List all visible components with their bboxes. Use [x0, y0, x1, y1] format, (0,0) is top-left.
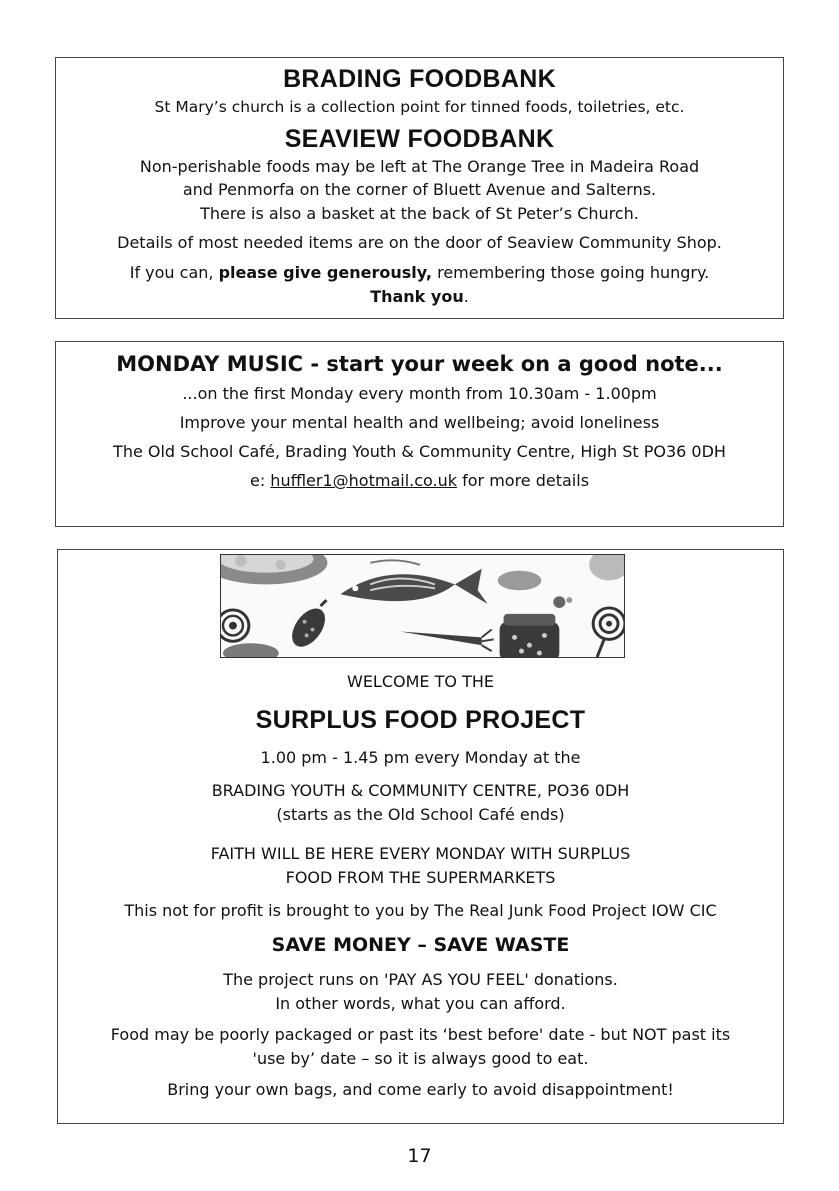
venue-line: BRADING YOUTH & COMMUNITY CENTRE, PO36 0DH [211, 781, 630, 800]
email-link[interactable]: huffler1@hotmail.co.uk [270, 471, 458, 490]
lollipop-icon [593, 608, 624, 657]
welcome-text: WELCOME TO THE [347, 672, 494, 691]
payf-line-1: The project runs on 'PAY AS YOU FEEL' donations. [223, 970, 618, 989]
bags-line: Bring your own bags, and come early to avoid disappointment! [167, 1080, 674, 1099]
seaview-line-1: Non-perishable foods may be left at The Orange Tree in Madeira Road [139, 157, 700, 176]
monday-music-title: MONDAY MUSIC - start your week on a good note... [116, 352, 723, 376]
quality-line-1: Food may be poorly packaged or past its ‘best before' date - but NOT past its [110, 1025, 731, 1044]
page-number: 17 [407, 1145, 432, 1167]
appeal-bold: please give generously, [218, 263, 432, 282]
surplus-food-box [57, 549, 784, 1124]
quality-line-2: 'use by’ date – so it is always good to eat. [252, 1049, 589, 1068]
appeal-line [56, 263, 783, 283]
slogan: SAVE MONEY – SAVE WASTE [271, 934, 570, 956]
brading-foodbank-title: BRADING FOODBANK [283, 65, 556, 93]
bowl-icon [221, 555, 327, 584]
email-suffix: for more details [457, 471, 590, 490]
thanks-post: . [463, 287, 469, 306]
thanks-line [56, 287, 783, 307]
monday-music-line-1: ...on the first Monday every month from 10.30am - 1.00pm [182, 384, 657, 403]
fish-icon [340, 560, 487, 604]
time-line: 1.00 pm - 1.45 pm every Monday at the [260, 748, 581, 767]
food-illustration-banner [220, 554, 625, 658]
jar-icon [500, 614, 560, 657]
nonprofit-line: This not for profit is brought to you by The Real Junk Food Project IOW CIC [124, 901, 717, 920]
seaview-foodbank-title: SEAVIEW FOODBANK [284, 125, 555, 153]
faith-line-2: FOOD FROM THE SUPERMARKETS [285, 868, 556, 887]
payf-line-2: In other words, what you can afford. [275, 994, 566, 1013]
carrot-icon [400, 630, 494, 652]
thanks-bold: Thank you [370, 287, 464, 306]
foodbank-box [55, 57, 784, 319]
monday-music-line-2: Improve your mental health and wellbeing; avoid loneliness [179, 413, 660, 432]
onion-slice-icon [221, 610, 249, 641]
monday-music-line-3: The Old School Café, Brading Youth & Community Centre, High St PO36 0DH [113, 442, 726, 461]
seaview-line-3: There is also a basket at the back of St Peter’s Church. [200, 204, 639, 223]
monday-music-box [55, 341, 784, 527]
seaview-line-4: Details of most needed items are on the door of Seaview Community Shop. [117, 233, 722, 252]
cucumber-icon [285, 600, 331, 652]
email-prefix: e: [249, 471, 271, 490]
appeal-post: remembering those going hungry. [432, 263, 710, 282]
brading-foodbank-text: St Mary’s church is a collection point for tinned foods, toiletries, etc. [154, 98, 685, 116]
monday-music-email-line [56, 471, 783, 491]
surplus-food-title: SURPLUS FOOD PROJECT [255, 706, 586, 734]
food-illustration [221, 555, 624, 657]
seaview-line-2: and Penmorfa on the corner of Bluett Avenue and Salterns. [182, 180, 657, 199]
venue-note: (starts as the Old School Café ends) [276, 805, 565, 824]
appeal-pre: If you can, [129, 263, 219, 282]
faith-line-1: FAITH WILL BE HERE EVERY MONDAY WITH SURPLUS [210, 844, 631, 863]
